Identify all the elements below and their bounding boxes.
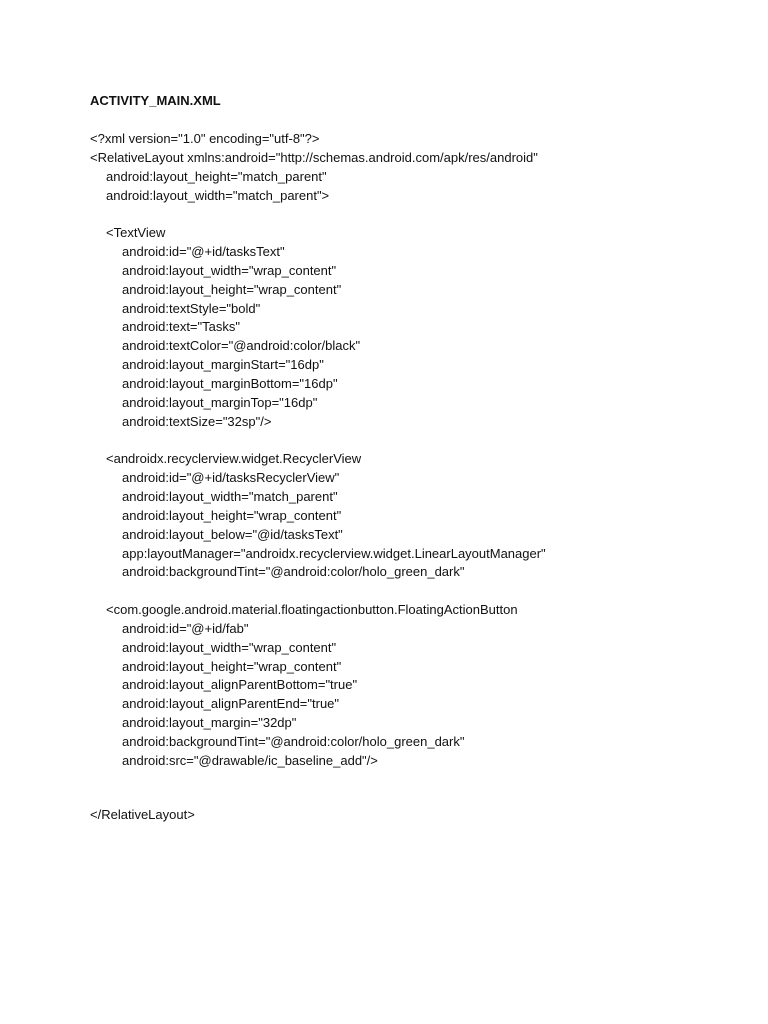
code-line: app:layoutManager="androidx.recyclerview.widget.LinearLayoutManager" [122, 545, 546, 561]
code-line: android:textColor="@android:color/black" [122, 338, 361, 354]
closing-tag-line: </RelativeLayout> [90, 807, 195, 822]
document-title: ACTIVITY_MAIN.XML [90, 93, 221, 108]
code-line: android:text="Tasks" [122, 319, 240, 335]
code-line: android:layout_width="wrap_content" [122, 262, 337, 278]
code-line: android:layout_alignParentEnd="true" [122, 696, 340, 712]
blank-line [90, 582, 546, 601]
code-line: <com.google.android.material.floatingactionbutton.FloatingActionButton [106, 602, 518, 618]
blank-line [90, 432, 546, 451]
code-line: android:layout_width="match_parent" [122, 489, 338, 505]
code-line: android:id="@+id/fab" [122, 620, 249, 636]
code-line: android:id="@+id/tasksText" [122, 244, 285, 260]
code-line: android:layout_height="wrap_content" [122, 281, 342, 297]
code-line: android:layout_marginStart="16dp" [122, 357, 324, 373]
code-line: android:layout_below="@id/tasksText" [122, 526, 343, 542]
code-line: android:backgroundTint="@android:color/holo_green_dark" [122, 564, 465, 580]
code-line: <TextView [106, 225, 166, 241]
code-listing [90, 130, 546, 771]
code-line: android:textSize="32sp"/> [122, 413, 272, 429]
code-line: <RelativeLayout xmlns:android="http://schemas.android.com/apk/res/android" [90, 149, 538, 165]
blank-line [90, 205, 546, 224]
code-line: android:layout_marginBottom="16dp" [122, 375, 338, 391]
code-line: <androidx.recyclerview.widget.RecyclerView [106, 451, 362, 467]
code-line: android:layout_height="wrap_content" [122, 658, 342, 674]
code-line: <?xml version="1.0" encoding="utf-8"?> [90, 131, 320, 146]
code-line: android:id="@+id/tasksRecyclerView" [122, 470, 340, 486]
code-line: android:src="@drawable/ic_baseline_add"/> [122, 752, 378, 768]
code-line: android:layout_height="wrap_content" [122, 507, 342, 523]
code-line: android:backgroundTint="@android:color/holo_green_dark" [122, 734, 465, 749]
code-line: android:layout_alignParentBottom="true" [122, 677, 358, 693]
code-line: android:textStyle="bold" [122, 300, 261, 316]
code-line: android:layout_height="match_parent" [106, 168, 327, 184]
code-line: android:layout_width="match_parent"> [106, 187, 330, 203]
code-line: android:layout_marginTop="16dp" [122, 394, 318, 410]
code-line: android:layout_margin="32dp" [122, 715, 297, 731]
code-line: android:layout_width="wrap_content" [122, 639, 337, 655]
